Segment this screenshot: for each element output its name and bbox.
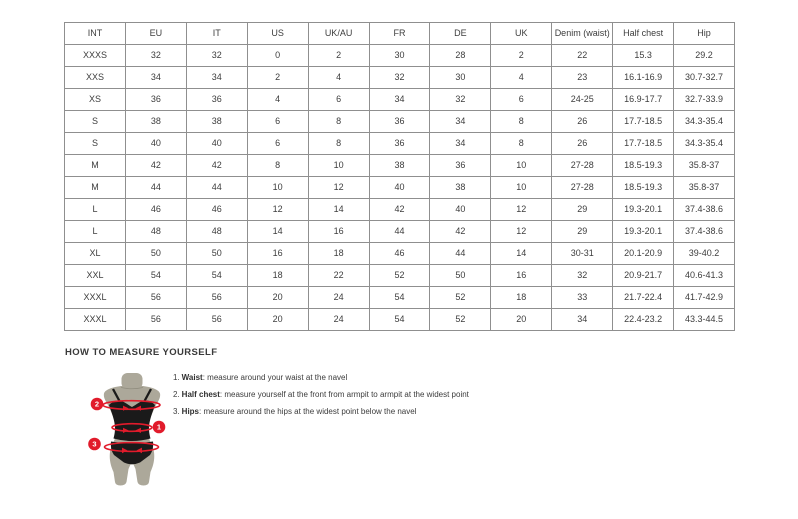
table-cell: 50: [186, 243, 247, 265]
badge-3-number: 3: [92, 439, 97, 449]
table-cell: 34: [430, 111, 491, 133]
table-cell: 4: [308, 67, 369, 89]
table-cell: 56: [186, 309, 247, 331]
table-cell: 16: [491, 265, 552, 287]
table-cell: 48: [186, 221, 247, 243]
table-cell: 17.7-18.5: [613, 111, 674, 133]
table-cell: 35.8-37: [674, 155, 735, 177]
measure-instructions: [173, 369, 469, 420]
table-cell: 48: [125, 221, 186, 243]
table-row: [65, 287, 735, 309]
table-cell: XXXL: [65, 309, 126, 331]
table-cell: 19.3-20.1: [613, 221, 674, 243]
measure-badge-1: [153, 421, 166, 434]
table-cell: 2: [491, 45, 552, 67]
column-header: Denim (waist): [552, 23, 613, 45]
table-cell: 8: [247, 155, 308, 177]
table-cell: 46: [369, 243, 430, 265]
table-cell: 36: [125, 89, 186, 111]
table-cell: 33: [552, 287, 613, 309]
table-cell: M: [65, 177, 126, 199]
table-cell: M: [65, 155, 126, 177]
badge-1-number: 1: [156, 422, 162, 432]
table-cell: L: [65, 199, 126, 221]
column-header: UK: [491, 23, 552, 45]
table-cell: 29.2: [674, 45, 735, 67]
column-header: IT: [186, 23, 247, 45]
table-cell: 6: [308, 89, 369, 111]
table-cell: 54: [186, 265, 247, 287]
table-cell: XXXL: [65, 287, 126, 309]
how-to-measure-title: HOW TO MEASURE YOURSELF: [65, 347, 218, 358]
table-cell: S: [65, 111, 126, 133]
table-cell: 8: [491, 133, 552, 155]
table-cell: 24-25: [552, 89, 613, 111]
table-cell: 26: [552, 111, 613, 133]
table-cell: 32: [369, 67, 430, 89]
table-cell: S: [65, 133, 126, 155]
table-cell: 32: [125, 45, 186, 67]
table-cell: 50: [125, 243, 186, 265]
table-cell: 54: [125, 265, 186, 287]
table-row: [65, 155, 735, 177]
measurement-illustration: [80, 371, 172, 491]
table-row: [65, 221, 735, 243]
table-cell: 44: [430, 243, 491, 265]
table-cell: 22: [308, 265, 369, 287]
table-cell: 44: [186, 177, 247, 199]
table-cell: 26: [552, 133, 613, 155]
table-cell: 54: [369, 309, 430, 331]
table-cell: XXS: [65, 67, 126, 89]
instruction-item-half-chest: [173, 386, 469, 403]
table-cell: 16: [308, 221, 369, 243]
table-cell: 38: [369, 155, 430, 177]
table-cell: 4: [491, 67, 552, 89]
table-cell: 8: [491, 111, 552, 133]
column-header: EU: [125, 23, 186, 45]
instruction-item-waist: [173, 369, 469, 386]
instruction-label: Hips: [181, 407, 200, 416]
table-cell: 28: [430, 45, 491, 67]
table-cell: 37.4-38.6: [674, 199, 735, 221]
table-cell: 56: [186, 287, 247, 309]
table-cell: 20: [247, 287, 308, 309]
badge-2-number: 2: [94, 399, 100, 409]
table-cell: 22.4-23.2: [613, 309, 674, 331]
table-cell: L: [65, 221, 126, 243]
column-header: Hip: [674, 23, 735, 45]
table-cell: 8: [308, 111, 369, 133]
table-cell: 44: [125, 177, 186, 199]
instruction-text: : measure around the hips at the widest point below the navel: [199, 407, 417, 416]
table-cell: 10: [247, 177, 308, 199]
table-row: [65, 133, 735, 155]
table-cell: XS: [65, 89, 126, 111]
table-cell: 22: [552, 45, 613, 67]
table-cell: 18: [247, 265, 308, 287]
table-cell: 18.5-19.3: [613, 155, 674, 177]
table-cell: 14: [308, 199, 369, 221]
table-cell: 12: [308, 177, 369, 199]
table-cell: 16.1-16.9: [613, 67, 674, 89]
instruction-text: : measure yourself at the front from armpit to armpit at the widest point: [219, 390, 469, 399]
instruction-number: 2.: [173, 390, 180, 399]
table-cell: 16.9-17.7: [613, 89, 674, 111]
table-cell: 32: [552, 265, 613, 287]
table-cell: 52: [430, 309, 491, 331]
table-cell: 19.3-20.1: [613, 199, 674, 221]
instruction-text: : measure around your waist at the navel: [202, 373, 348, 382]
column-header: DE: [430, 23, 491, 45]
table-cell: 27-28: [552, 155, 613, 177]
table-cell: 6: [247, 133, 308, 155]
table-row: [65, 199, 735, 221]
table-row: [65, 111, 735, 133]
table-cell: 42: [430, 221, 491, 243]
table-row: [65, 309, 735, 331]
table-cell: 23: [552, 67, 613, 89]
table-cell: 44: [369, 221, 430, 243]
table-cell: 34: [369, 89, 430, 111]
table-cell: 56: [125, 309, 186, 331]
table-cell: 6: [247, 111, 308, 133]
instruction-number: 1.: [173, 373, 180, 382]
table-cell: 29: [552, 221, 613, 243]
table-cell: 10: [491, 177, 552, 199]
table-cell: 38: [125, 111, 186, 133]
table-cell: 34.3-35.4: [674, 111, 735, 133]
table-cell: 20: [247, 309, 308, 331]
table-cell: 36: [369, 111, 430, 133]
table-cell: 10: [308, 155, 369, 177]
column-header: INT: [65, 23, 126, 45]
table-cell: 34: [552, 309, 613, 331]
table-cell: 40: [369, 177, 430, 199]
table-cell: 14: [247, 221, 308, 243]
instruction-number: 3.: [173, 407, 180, 416]
table-cell: 20.9-21.7: [613, 265, 674, 287]
table-cell: XL: [65, 243, 126, 265]
table-cell: 14: [491, 243, 552, 265]
table-cell: 24: [308, 309, 369, 331]
table-cell: 2: [308, 45, 369, 67]
table-row: [65, 243, 735, 265]
table-cell: 32: [430, 89, 491, 111]
table-cell: 34: [430, 133, 491, 155]
column-header: FR: [369, 23, 430, 45]
table-cell: 42: [369, 199, 430, 221]
table-cell: 12: [491, 221, 552, 243]
instruction-item-hips: [173, 403, 469, 420]
table-cell: 30.7-32.7: [674, 67, 735, 89]
table-cell: 18: [491, 287, 552, 309]
table-cell: 12: [247, 199, 308, 221]
table-cell: 0: [247, 45, 308, 67]
table-cell: 52: [430, 287, 491, 309]
table-cell: 4: [247, 89, 308, 111]
table-cell: 24: [308, 287, 369, 309]
size-chart-table: [64, 22, 735, 331]
table-cell: 30: [369, 45, 430, 67]
column-header: UK/AU: [308, 23, 369, 45]
table-cell: 34: [186, 67, 247, 89]
table-cell: 40: [430, 199, 491, 221]
table-cell: 35.8-37: [674, 177, 735, 199]
table-cell: 56: [125, 287, 186, 309]
table-cell: 39-40.2: [674, 243, 735, 265]
column-header: Half chest: [613, 23, 674, 45]
table-cell: 32.7-33.9: [674, 89, 735, 111]
table-cell: 50: [430, 265, 491, 287]
table-cell: 42: [186, 155, 247, 177]
table-row: [65, 177, 735, 199]
table-cell: 43.3-44.5: [674, 309, 735, 331]
table-cell: 32: [186, 45, 247, 67]
table-cell: 40.6-41.3: [674, 265, 735, 287]
table-header-row: [65, 23, 735, 45]
table-row: [65, 89, 735, 111]
table-cell: XXXS: [65, 45, 126, 67]
instruction-label: Half chest: [181, 390, 220, 399]
table-cell: 36: [186, 89, 247, 111]
table-cell: 34.3-35.4: [674, 133, 735, 155]
measure-badge-2: [91, 398, 104, 411]
table-row: [65, 265, 735, 287]
table-cell: 46: [125, 199, 186, 221]
table-cell: 30-31: [552, 243, 613, 265]
table-cell: 27-28: [552, 177, 613, 199]
table-row: [65, 67, 735, 89]
table-cell: XXL: [65, 265, 126, 287]
table-cell: 52: [369, 265, 430, 287]
table-cell: 10: [491, 155, 552, 177]
table-cell: 15.3: [613, 45, 674, 67]
table-body: [65, 45, 735, 331]
table-cell: 21.7-22.4: [613, 287, 674, 309]
table-cell: 42: [125, 155, 186, 177]
table-cell: 20.1-20.9: [613, 243, 674, 265]
table-cell: 29: [552, 199, 613, 221]
table-cell: 34: [125, 67, 186, 89]
table-cell: 16: [247, 243, 308, 265]
table-cell: 6: [491, 89, 552, 111]
table-cell: 36: [430, 155, 491, 177]
column-header: US: [247, 23, 308, 45]
table-cell: 17.7-18.5: [613, 133, 674, 155]
measure-badge-3: [88, 438, 101, 451]
table-cell: 46: [186, 199, 247, 221]
table-cell: 40: [125, 133, 186, 155]
instruction-label: Waist: [181, 373, 203, 382]
table-row: [65, 45, 735, 67]
table-cell: 38: [186, 111, 247, 133]
table-cell: 8: [308, 133, 369, 155]
table-cell: 54: [369, 287, 430, 309]
table-cell: 2: [247, 67, 308, 89]
table-cell: 12: [491, 199, 552, 221]
table-cell: 40: [186, 133, 247, 155]
table-cell: 18.5-19.3: [613, 177, 674, 199]
table-cell: 30: [430, 67, 491, 89]
table-cell: 18: [308, 243, 369, 265]
table-cell: 41.7-42.9: [674, 287, 735, 309]
table-cell: 20: [491, 309, 552, 331]
table-cell: 36: [369, 133, 430, 155]
table-cell: 37.4-38.6: [674, 221, 735, 243]
table-cell: 38: [430, 177, 491, 199]
